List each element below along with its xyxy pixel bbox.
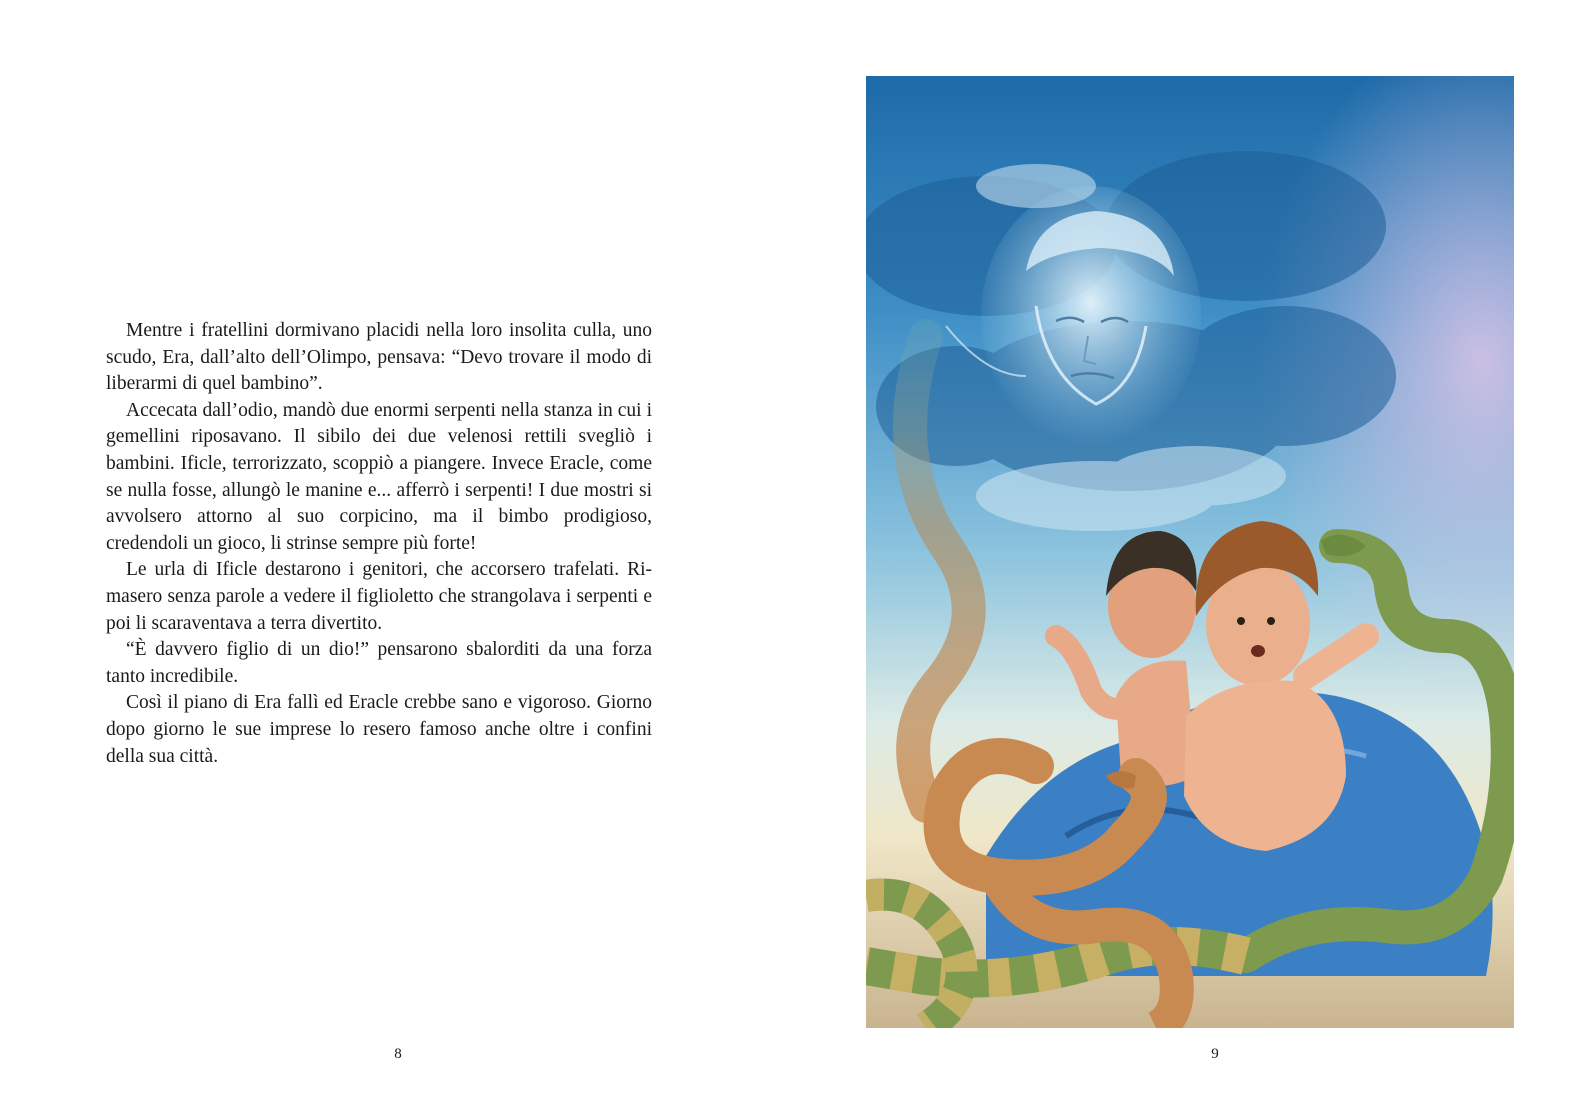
- right-page: [793, 0, 1587, 1096]
- paragraph-2: Accecata dall’odio, mandò due enormi serpenti nella stanza in cui i gemellini riposavano. Il sibilo dei due velenosi rettili svegliò i bambini. Ificle, terrorizzato, scoppiò a piangere. Invece Eracle, come se nulla fosse, allungò le manine e... afferrò i serpenti! I due mostri si avvolsero attorno al suo corpicino, ma il bimbo prodigioso, credendoli un gioco, li strinse sempre più forte!: [106, 399, 652, 554]
- paragraph-5: Così il piano di Era fallì ed Eracle crebbe sano e vigoroso. Giorno dopo giorno le sue imprese lo resero famoso anche oltre i confini della sua città.: [106, 692, 652, 767]
- illustration-painting: [866, 76, 1514, 1028]
- illustration: [866, 76, 1514, 1028]
- paragraph-1: Mentre i fratellini dormivano placidi nella loro insolita culla, uno scudo, Era, dall’alto dell’Olimpo, pensava: “Devo trovare il modo di liberarmi di quel bambino”.: [106, 320, 652, 395]
- paragraph-4: “È davvero figlio di un dio!” pensarono sbalorditi da una forza tanto incredibile.: [106, 639, 652, 687]
- paragraph-3: Le urla di Ificle destarono i genitori, che accorsero trafelati. Rimasero senza parole a vedere il figlioletto che strangolava i serpenti e poi li scaraventava a terra divertito.: [106, 559, 652, 634]
- story-text: [106, 318, 652, 770]
- page-number-left: 8: [394, 1046, 402, 1062]
- page-number-right: 9: [1211, 1046, 1219, 1062]
- left-page: [0, 0, 793, 1096]
